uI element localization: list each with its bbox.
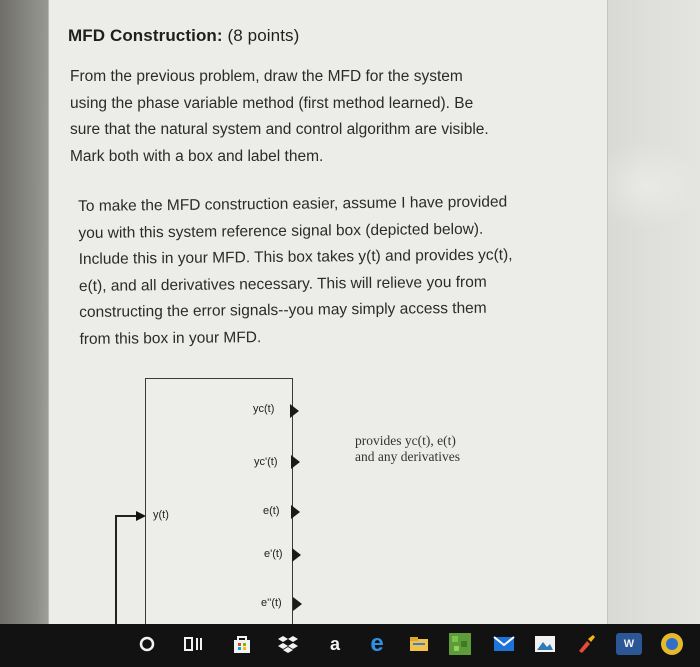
output-port-label: e(t): [263, 505, 280, 517]
paint-icon[interactable]: [572, 630, 600, 658]
paragraph-line: From the previous problem, draw the MFD for the system: [70, 68, 463, 85]
output-port-arrow: [293, 597, 302, 611]
instructions-paragraph: [70, 64, 489, 170]
note-line: and any derivatives: [355, 449, 460, 464]
output-port-label: yc'(t): [254, 456, 278, 468]
output-port-arrow: [291, 505, 300, 519]
heading-points: (8 points): [222, 26, 300, 45]
input-port-label: y(t): [153, 509, 169, 521]
reference-box-paragraph: [78, 189, 514, 353]
edge-icon[interactable]: [363, 630, 391, 658]
dropbox-icon[interactable]: [274, 630, 302, 658]
output-port-label: yc(t): [253, 403, 275, 415]
paragraph-line: Mark both with a box and label them.: [70, 147, 324, 165]
paragraph-line: constructing the error signals--you may simply access them: [79, 299, 487, 321]
search-icon[interactable]: [133, 630, 161, 658]
amazon-icon[interactable]: [321, 630, 349, 658]
output-port-arrow: [291, 455, 300, 469]
paragraph-line: from this box in your MFD.: [79, 328, 262, 348]
output-port-arrow: [292, 548, 301, 562]
heading-title: MFD Construction:: [68, 26, 223, 45]
paragraph-line: using the phase variable method (first method learned). Be: [70, 94, 474, 112]
right-side-panel: [608, 0, 700, 625]
paragraph-line: sure that the natural system and control algorithm are visible.: [70, 121, 489, 138]
output-port-label: e'(t): [264, 548, 283, 560]
question-heading: [68, 26, 299, 46]
amazon-glyph: a: [329, 633, 340, 654]
paragraph-line: To make the MFD construction easier, assume I have provided: [78, 193, 508, 215]
edge-glyph: e: [370, 630, 384, 657]
app-icon[interactable]: [658, 630, 686, 658]
paragraph-line: Include this in your MFD. This box takes y(t) and provides yc(t),: [78, 246, 513, 268]
store-icon[interactable]: [228, 630, 256, 658]
mail-icon[interactable]: [490, 630, 518, 658]
output-port-label: e''(t): [261, 597, 282, 609]
input-arrow: [136, 511, 146, 521]
input-feed-vertical: [115, 515, 117, 630]
minecraft-icon[interactable]: [446, 630, 474, 658]
taskbar: [0, 624, 700, 667]
paragraph-line: you with this system reference signal box (depicted below).: [78, 220, 484, 242]
note-line: provides yc(t), e(t): [355, 433, 456, 448]
file-explorer-icon[interactable]: [405, 630, 433, 658]
paragraph-line: e(t), and all derivatives necessary. This will relieve you from: [78, 273, 487, 295]
output-port-arrow: [290, 404, 299, 418]
task-view-icon[interactable]: [180, 630, 208, 658]
word-icon[interactable]: [616, 633, 642, 655]
photos-icon[interactable]: [531, 630, 559, 658]
diagram-note: [355, 433, 460, 465]
word-glyph: W: [623, 638, 635, 650]
